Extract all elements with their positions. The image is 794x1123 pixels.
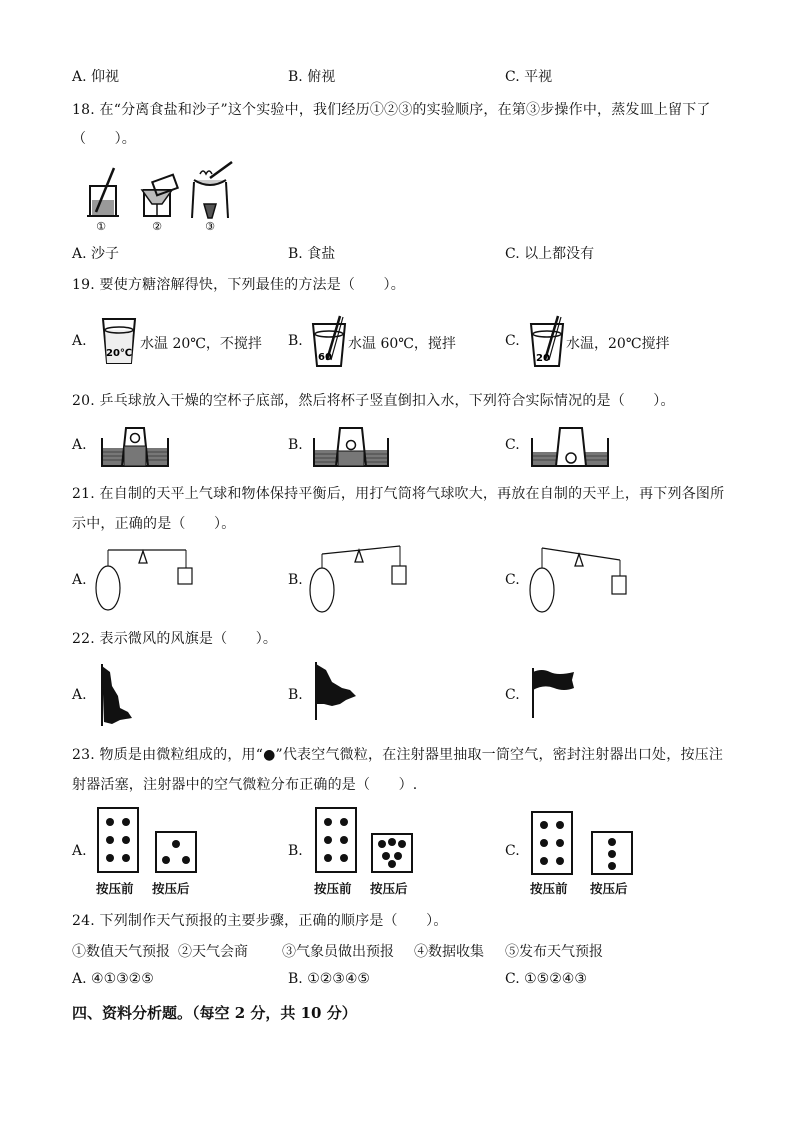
q19-option-a-text: 水温 20℃，不搅拌 [140, 336, 262, 352]
q23-option-a-label: A. [72, 843, 87, 859]
q21-stem-line2: 示中，正确的是（ ）。 [72, 516, 236, 532]
q17-option-c: C. 平视 [505, 69, 553, 85]
q24-stem: 24. 下列制作天气预报的主要步骤，正确的顺序是（ ）。 [72, 913, 448, 929]
q24-step-3: ③气象员做出预报 [282, 944, 394, 960]
q19-option-b-label: B. [288, 333, 303, 349]
q18-stem-line1: 18. 在“分离食盐和沙子”这个实验中，我们经历①②③的实验顺序，在第③步操作中，蒸发皿上留下了 [72, 102, 711, 118]
q21-option-a-label: A. [72, 572, 87, 588]
q23-c-after-label: 按压后 [590, 881, 628, 896]
q23-a-after-label: 按压后 [152, 881, 190, 896]
q22-option-a-label: A. [72, 687, 87, 703]
q20-option-c-label: C. [505, 437, 520, 453]
step-3-label: ③ [205, 220, 215, 233]
cup-temp-c: 20 [536, 353, 550, 364]
q23-syringe-b-figure [314, 806, 418, 874]
step-2-label: ② [152, 220, 162, 233]
q20-figure-b [312, 424, 390, 468]
q23-option-b-label: B. [288, 843, 303, 859]
q18-option-c: C. 以上都没有 [505, 246, 595, 262]
q22-flag-b-figure [312, 660, 358, 722]
q19-option-c-label: C. [505, 333, 520, 349]
q20-figure-c [530, 424, 610, 468]
dissolve-beaker-figure [87, 168, 119, 216]
q21-option-b-label: B. [288, 572, 303, 588]
q23-b-after-label: 按压后 [370, 881, 408, 896]
q18-option-b: B. 食盐 [288, 246, 336, 262]
q19-cup-b-figure [310, 314, 348, 368]
q23-stem-line2: 射器活塞，注射器中的空气微粒分布正确的是（ ）. [72, 777, 418, 793]
filter-figure [142, 175, 178, 216]
q18-experiment-illustration [82, 160, 242, 232]
q23-stem-line1: 23. 物质是由微粒组成的，用“●”代表空气微粒，在注射器里抽取一筒空气，密封注射器出口处，按压注 [72, 747, 724, 763]
q22-option-b-label: B. [288, 687, 303, 703]
q23-a-before-label: 按压前 [96, 881, 134, 896]
q21-balance-c-figure [526, 544, 630, 616]
q19-cup-c-figure [528, 314, 566, 368]
q20-stem: 20. 乒乓球放入干燥的空杯子底部，然后将杯子竖直倒扣入水，下列符合实际情况的是（ ）。 [72, 393, 675, 409]
cup-temp-b: 60 [318, 352, 332, 363]
q24-step-1: ①数值天气预报 [72, 944, 170, 960]
q23-c-before-label: 按压前 [530, 881, 568, 896]
q20-figure-a [100, 424, 170, 468]
q24-step-2: ②天气会商 [178, 944, 248, 960]
q24-step-5: ⑤发布天气预报 [505, 944, 603, 960]
q17-option-b: B. 俯视 [288, 69, 336, 85]
q19-option-c-text: 水温，20℃搅拌 [566, 336, 670, 352]
q23-syringe-a-figure [96, 806, 200, 874]
q20-option-a-label: A. [72, 437, 87, 453]
q22-option-c-label: C. [505, 687, 520, 703]
q24-step-4: ④数据收集 [414, 944, 484, 960]
q23-b-before-label: 按压前 [314, 881, 352, 896]
q19-stem: 19. 要使方糖溶解得快，下列最佳的方法是（ ）。 [72, 277, 405, 293]
q24-option-c: C. ①⑤②④③ [505, 971, 587, 987]
q19-option-b-text: 水温 60℃，搅拌 [348, 336, 456, 352]
q22-stem: 22. 表示微风的风旗是（ ）。 [72, 631, 278, 647]
evaporate-figure [192, 162, 232, 218]
q23-option-c-label: C. [505, 843, 520, 859]
q23-syringe-c-figure [530, 810, 636, 876]
section-4-title: 四、资料分析题。（每空 2 分，共 10 分） [72, 1004, 357, 1022]
q24-option-b: B. ①②③④⑤ [288, 971, 370, 987]
cup-temp-a: 20℃ [105, 348, 133, 359]
q24-option-a: A. ④①③②⑤ [72, 971, 154, 987]
q18-stem-line2: （ ）。 [72, 131, 136, 147]
q18-option-a: A. 沙子 [72, 246, 120, 262]
q20-option-b-label: B. [288, 437, 303, 453]
q21-option-c-label: C. [505, 572, 520, 588]
step-1-label: ① [96, 220, 106, 233]
q19-option-a-label: A. [72, 333, 87, 349]
q17-option-a: A. 仰视 [72, 69, 120, 85]
q21-balance-b-figure [308, 544, 408, 616]
q21-stem-line1: 21. 在自制的天平上气球和物体保持平衡后，用打气筒将气球吹大，再放在自制的天平上，再下列各图所 [72, 486, 725, 502]
q22-flag-a-figure [98, 662, 138, 728]
q22-flag-c-figure [530, 666, 578, 720]
q19-cup-a-figure [100, 316, 138, 366]
q21-balance-a-figure [94, 544, 194, 616]
